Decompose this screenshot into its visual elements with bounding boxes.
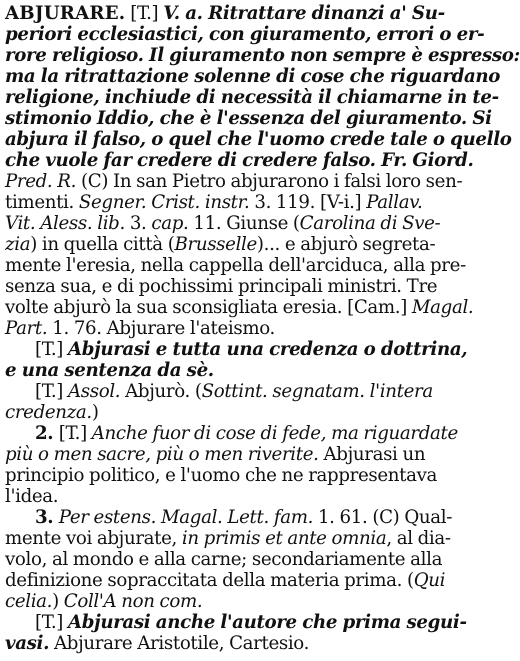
entry-text-run: Segner. Crist. instr. (78, 192, 250, 213)
entry-text-run: ) in quella città ( (30, 234, 175, 255)
entry-text-run: definizione sopraccitata della materia prima. ( (5, 570, 414, 591)
entry-text-run: Abjurasi anche l'autore che prima segui- (67, 612, 467, 633)
entry-text-run: cap. (151, 213, 189, 234)
entry-text-run: senza sua, e di pochissimi principali ministri. Tre (5, 276, 438, 297)
entry-text-run: Per estens. Magal. Lett. fam. (58, 507, 314, 528)
entry-text-run: Abjurare Aristotile, Cartesio. (49, 633, 310, 654)
entry-text-run: e una sentenza da sè. (5, 360, 214, 381)
entry-text-run: 3. (124, 213, 152, 234)
entry-text-run: mente l'eresia, nella cappella dell'arciduca, alla pre- (5, 255, 466, 276)
entry-text-run: V. a. Ritrattare dinanzi a' Su- (163, 3, 445, 24)
entry-text-run: credenza. (5, 402, 92, 423)
entry-text-run: 1. 76. Abjurare l'ateismo. (47, 318, 275, 339)
entry-text-run: 2. (35, 423, 59, 444)
entry-text-run: Carolina di Sve- (299, 213, 441, 234)
entry-text-run: , al dia- (386, 528, 451, 549)
entry-text-run: 3. (35, 507, 59, 528)
entry-text-run: (C) In san Pietro abjurarono i falsi loro sen- (76, 171, 463, 192)
entry-text-run: Vit. Aless. lib. (5, 213, 125, 234)
entry-text-run: periori ecclesiastici, con giuramento, errori o er- (5, 24, 485, 45)
entry-text-run: Coll'A non com. (63, 591, 203, 612)
entry-text-run: Part. (5, 318, 48, 339)
entry-text-run: vasi. (5, 633, 50, 654)
entry-text-run: zia (5, 234, 31, 255)
entry-text-run: Assol. (67, 381, 121, 402)
entry-text-run: più o men sacre, più o men riverite. (5, 444, 319, 465)
entry-text-run: 11. Giunse ( (188, 213, 300, 234)
entry-text-run: abjura il falso, o quel che l'uomo crede tale o quello (5, 129, 512, 150)
entry-text-run: ) (52, 591, 64, 612)
entry-text-run: Abjurò. ( (120, 381, 202, 402)
entry-text-run: Pred. R. (5, 171, 77, 192)
entry-text-run: volte abjurò la sua sconsigliata eresia. [Cam.] (5, 297, 412, 318)
entry-text-run: 3. 119. [V-i.] (249, 192, 367, 213)
entry-text-run: Abjurasi e tutta una credenza o dottrina, (67, 339, 468, 360)
entry-text-run: religione, inchiude di necessità il chiamarne in te- (5, 87, 499, 108)
headword: ABJURARE. (5, 3, 126, 24)
entry-text-run: Magal. (411, 297, 474, 318)
entry-text-run: volo, al mondo e alla carne; secondariamente alla (5, 549, 443, 570)
entry-text-run: [T.] (125, 3, 164, 24)
entry-text-run: [T.] (35, 612, 68, 633)
entry-text-run: rore religioso. Il giuramento non sempre è espresso: (5, 45, 520, 66)
entry-line (5, 632, 464, 656)
entry-text-run: l'idea. (5, 486, 59, 507)
entry-text-run: [T.] (35, 381, 68, 402)
entry-text-run: Brusselle (174, 234, 257, 255)
entry-text-run: [T.] (35, 339, 68, 360)
entry-text-run: [T.] (58, 423, 92, 444)
entry-text-run: in primis et ante omnia (181, 528, 387, 549)
entry-text-run: Anche fuor di cose di fede, ma riguardate (91, 423, 458, 444)
entry-text-run: che vuole far credere di credere falso. Fr. Giord. (5, 150, 474, 171)
entry-text-run: stimonio Iddio, che è l'essenza del giuramento. Si (5, 108, 492, 129)
entry-text-run: 1. 61. (C) Qual- (313, 507, 453, 528)
entry-text-run: principio politico, e l'uomo che ne rappresentava (5, 465, 438, 486)
entry-text-run: celia. (5, 591, 53, 612)
entry-text-run: Pallav. (366, 192, 423, 213)
entry-text-run: Sottint. segnatam. l'intera (201, 381, 433, 402)
entry-text-run: mente voi abjurate, (5, 528, 182, 549)
entry-text-run: Qui (413, 570, 446, 591)
entry-text-run: )... e abjurò segreta- (256, 234, 436, 255)
entry-text-run: ) (91, 402, 99, 423)
entry-text-run: ma la ritrattazione solenne di cose che riguardano (5, 66, 501, 87)
entry-text-run: Abjurasi un (318, 444, 426, 465)
entry-text-run: timenti. (5, 192, 79, 213)
